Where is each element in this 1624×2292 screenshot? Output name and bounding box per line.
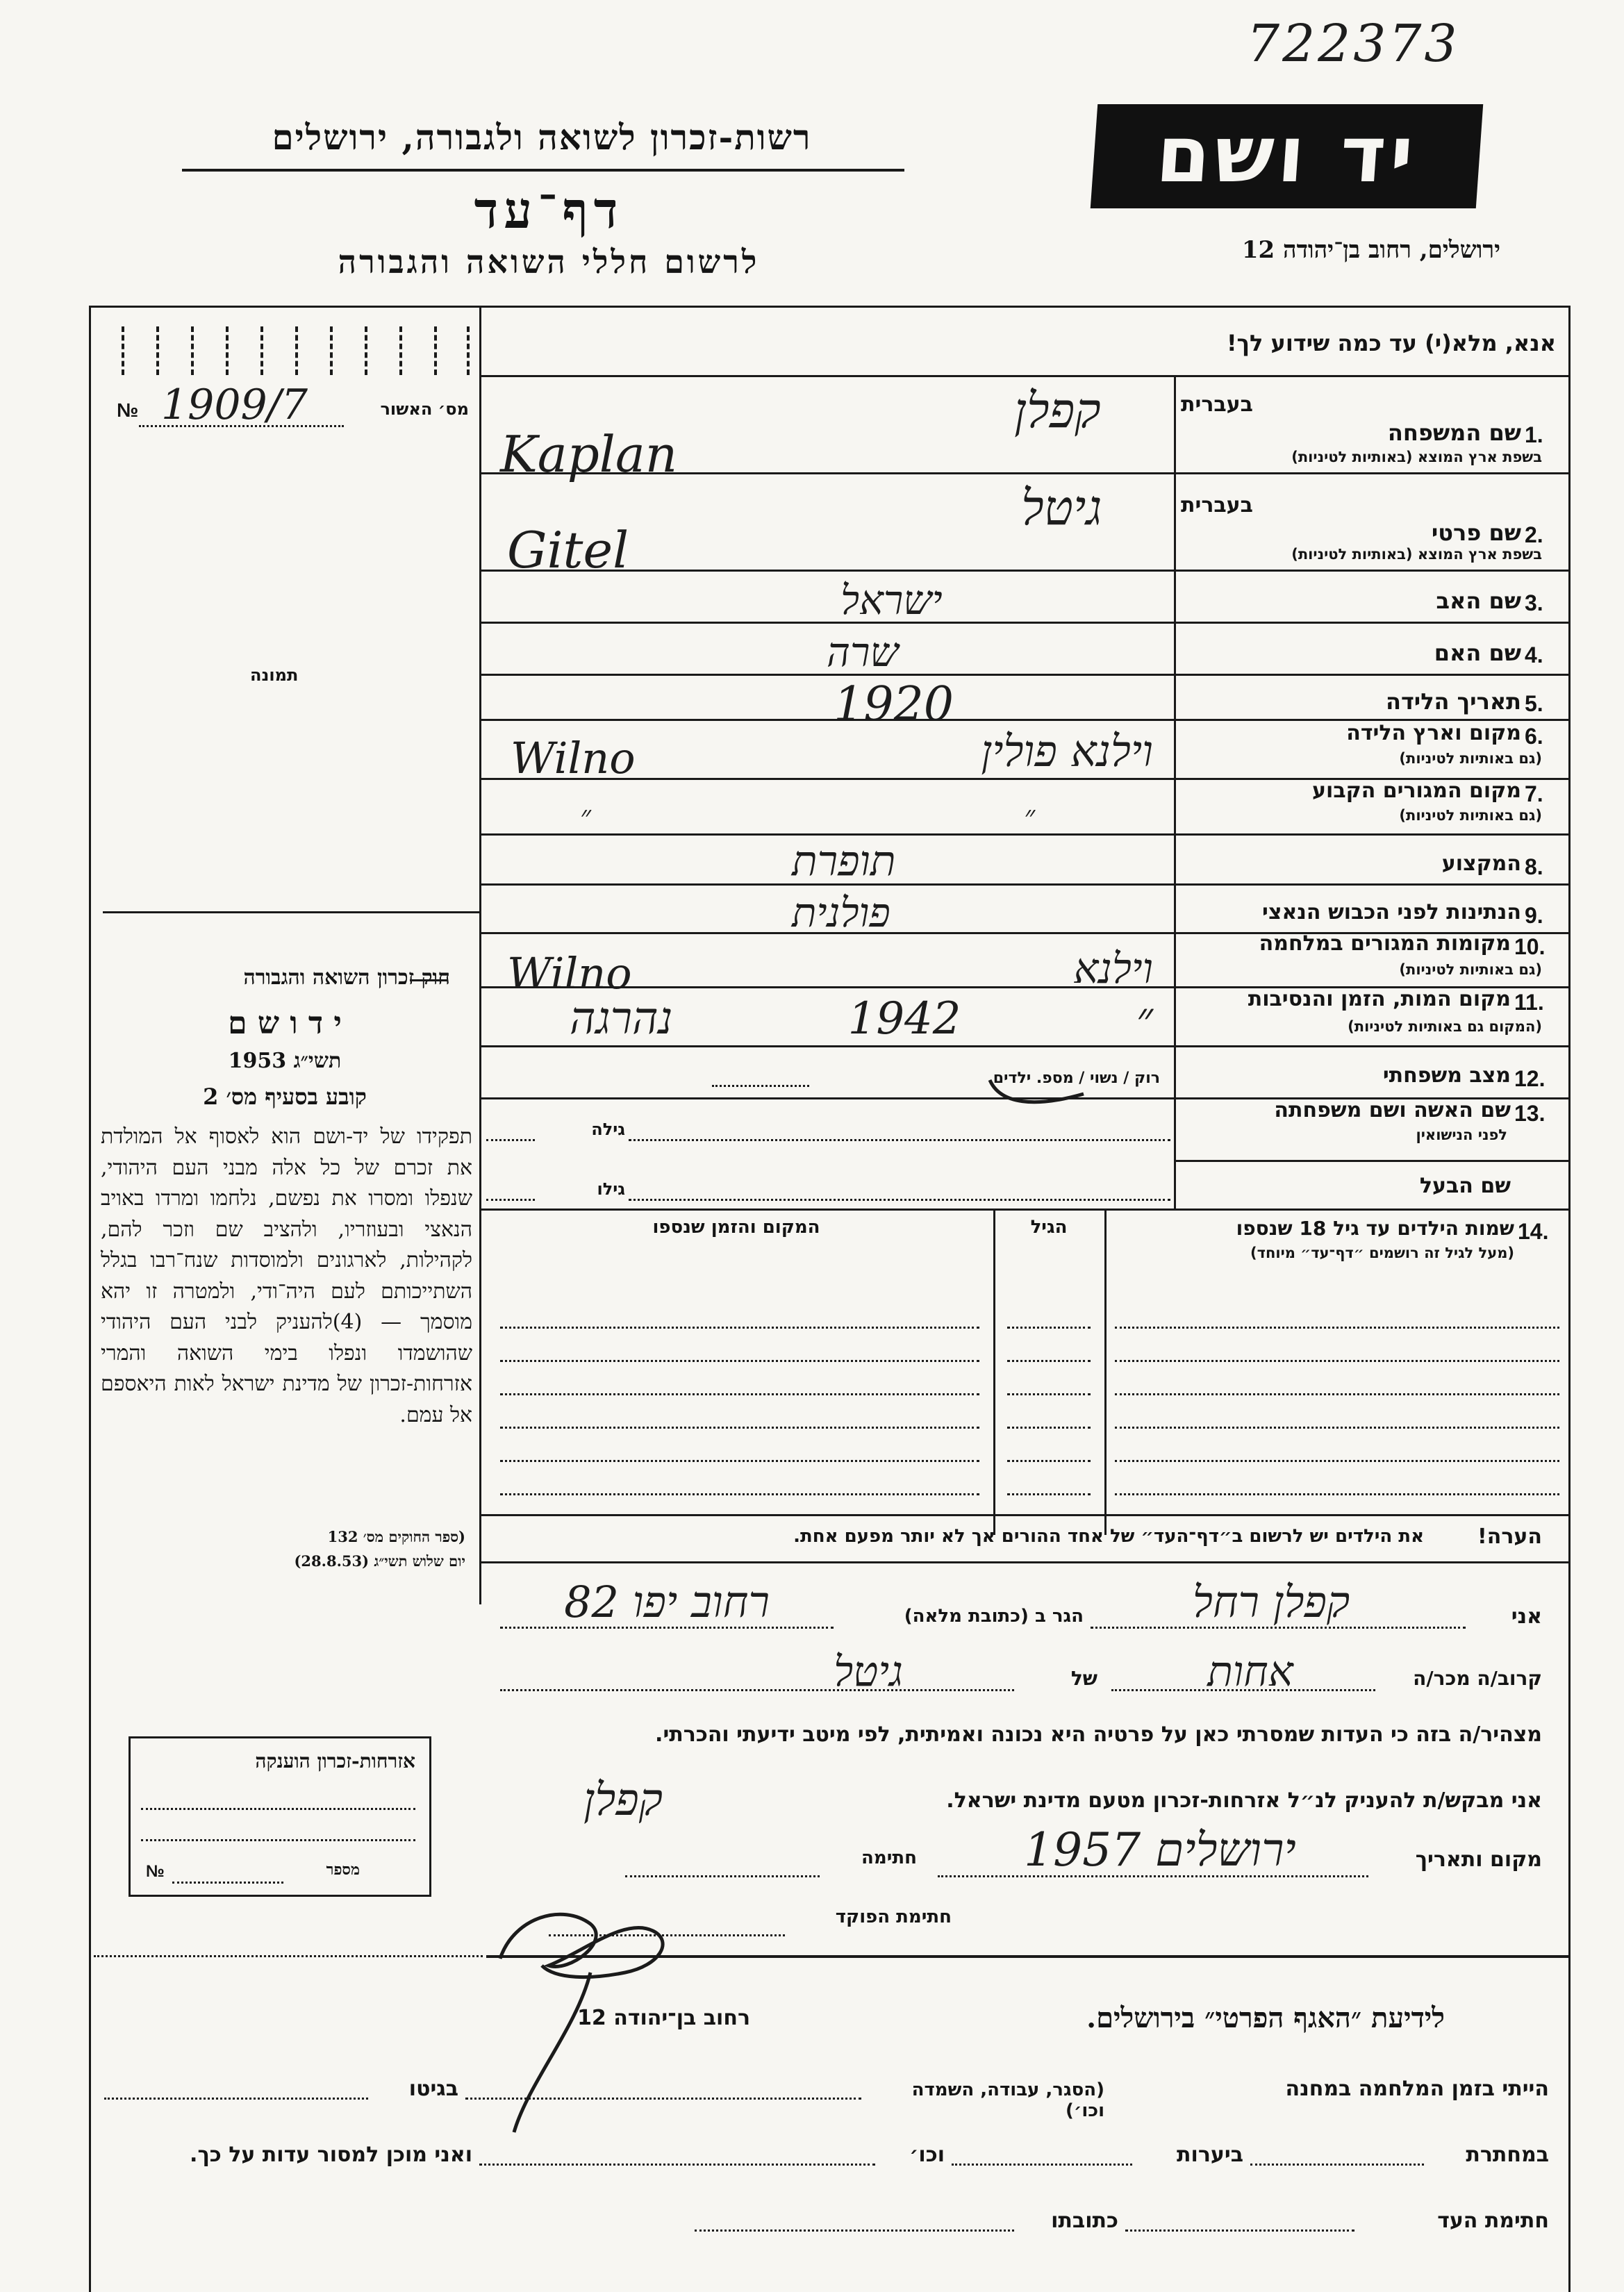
children-header-names: שמות הילדים עד גיל 18 שנספו xyxy=(1236,1217,1514,1240)
children-header-place: המקום והזמן שנספו xyxy=(652,1217,820,1238)
instruction: אנא, מלא(י) עד כמה שידוע לך! xyxy=(1226,330,1556,356)
certificate-box: אזרחות-זכרון הוענקה № מספר xyxy=(129,1736,431,1897)
approval-label: מס׳ האשור xyxy=(380,399,469,419)
form-title: דף־עד xyxy=(474,181,624,240)
archive-number: 722373 xyxy=(1247,14,1460,74)
header-address: ירושלים, רחוב בן־יהודה 12 xyxy=(1241,236,1500,264)
authority-title: רשות-זכרון לשואה ולגבורה, ירושלים xyxy=(272,117,812,158)
page: 722373 רשות-זכרון לשואה ולגבורה, ירושלים דף־עד לרשום חללי השואה והגבורה יד ושם ירושלים, רחוב בן־יהודה 12 № 1909/7 מס׳ האשור תמונה חוק זכרון השואה והגבורה י ד ו ש ם תשי״ג 1953 קובע בסעיף מס׳ 2 תפקידו של יד-ושם הוא לאסוף אל המולדת את זכרם של כל אלה מבני העם היהודי, שנפלו ומסרו את נפשם, נלחמו ומרדו באויב הנאצי ובעוזריו, ולהציב שם וזכר להם, לקהילות, לארגונים ולמוסדות שנח־רבו בגלל השתייכותם לעם היה־ודי, ולמטרה זו יהא מוסמך — (4)להעניק לבני העם היהודי שהושמדו ונפלו בימי השואה והמרי אזרחות-זכרון של מדינת ישראל לאות היאספם אל עמם. (ספר החוקים מס׳ 132 יום שלוש תשי״ג (28.8.53) אזרחות-זכרון הוענקה № מספר אנא, מלא(י) עד כמה שידוע לך! בעברית 1. שם המשפחה בשפת ארץ המוצא (באותיות לטיניות) קפלן Kaplan בעברית 2. שם פרטי בשפת ארץ המוצא (באותיות לטיניות) גיטל Gitel 3. שם האב ישראל 4. שם האם שרה 5. תאריך הלידה 1920 6. מקום וארץ הלידה (גם באותיות לטיניות) וילנא פולין Wilno 7. מקום המגורים הקבוע (גם באותיות לטיניות) ״ ״ 8. המקצוע תופרת 9. הנתינות לפני הכבוש הנאצי פולנית 10. מקומות המגורים במלחמה (גם באותיות לטיניות) וילנא Wilno 11. מקום המות, הזמן והנסיבות (המקום גם באותיות לטיניות) ״ 1942 נהרגה 12. מצב משפחתי רוק / נשוי / מספ. ילדים 13. שם האשה ושם משפחתה לפני הנישואין גילה שם הבעל גילו 14. שמות הילדים עד גיל 18 שנספו (מעל לגיל זה רושמים ״דף־עד״ מיוחד) הגיל המקום והזמן שנספו הערה! את הילדים יש לרשום ב״דף־העד״ של אחד ההורים אך לא יותר מפעם אחת. אני קפלן רחל הגר ב (כתובת מלאה) רחוב יפו 82 קרוב/ה מכר/ה אחות של גיטל מצהיר/ה בזה כי העדות שמסרתי כאן על פרטיה היא נכונה ואמיתית, לפי מיטב ידיעתי והכרתי. אני מבקש/ת להעניק לנ״ל אזרחות-זכרון מטעם מדינת ישראל. קפלן מקום ותאריך ירושלים 1957 חתימה חתימת הפוקד לידיעת ״האגף הפרטי״ בירושלים. רחוב בן־יהודה 12 הייתי בזמן המלחמה במחנה (הסגר, עבודה, השמדה וכו׳) בגיטו במחתרת ביערות וכו׳ ואני מוכן למסור עדות על כך. חתימת העד כתובתו xyxy=(0,0,1624,2273)
note-text: את הילדים יש לרשום ב״דף־העד״ של אחד ההורים אך לא יותר מפעם אחת. xyxy=(793,1526,1424,1547)
form-subtitle: לרשום חללי השואה והגבורה xyxy=(338,243,760,281)
note-label: הערה! xyxy=(1477,1525,1542,1549)
yad-vashem-logo: יד ושם xyxy=(1091,104,1483,208)
children-header-age: הגיל xyxy=(1030,1217,1068,1238)
decorative-scribble xyxy=(986,1066,1091,1108)
approval-number: 1909/7 xyxy=(161,381,308,429)
declarant-signature-scribble: קפלן xyxy=(583,1775,663,1826)
photo-label: תמונה xyxy=(250,665,299,685)
